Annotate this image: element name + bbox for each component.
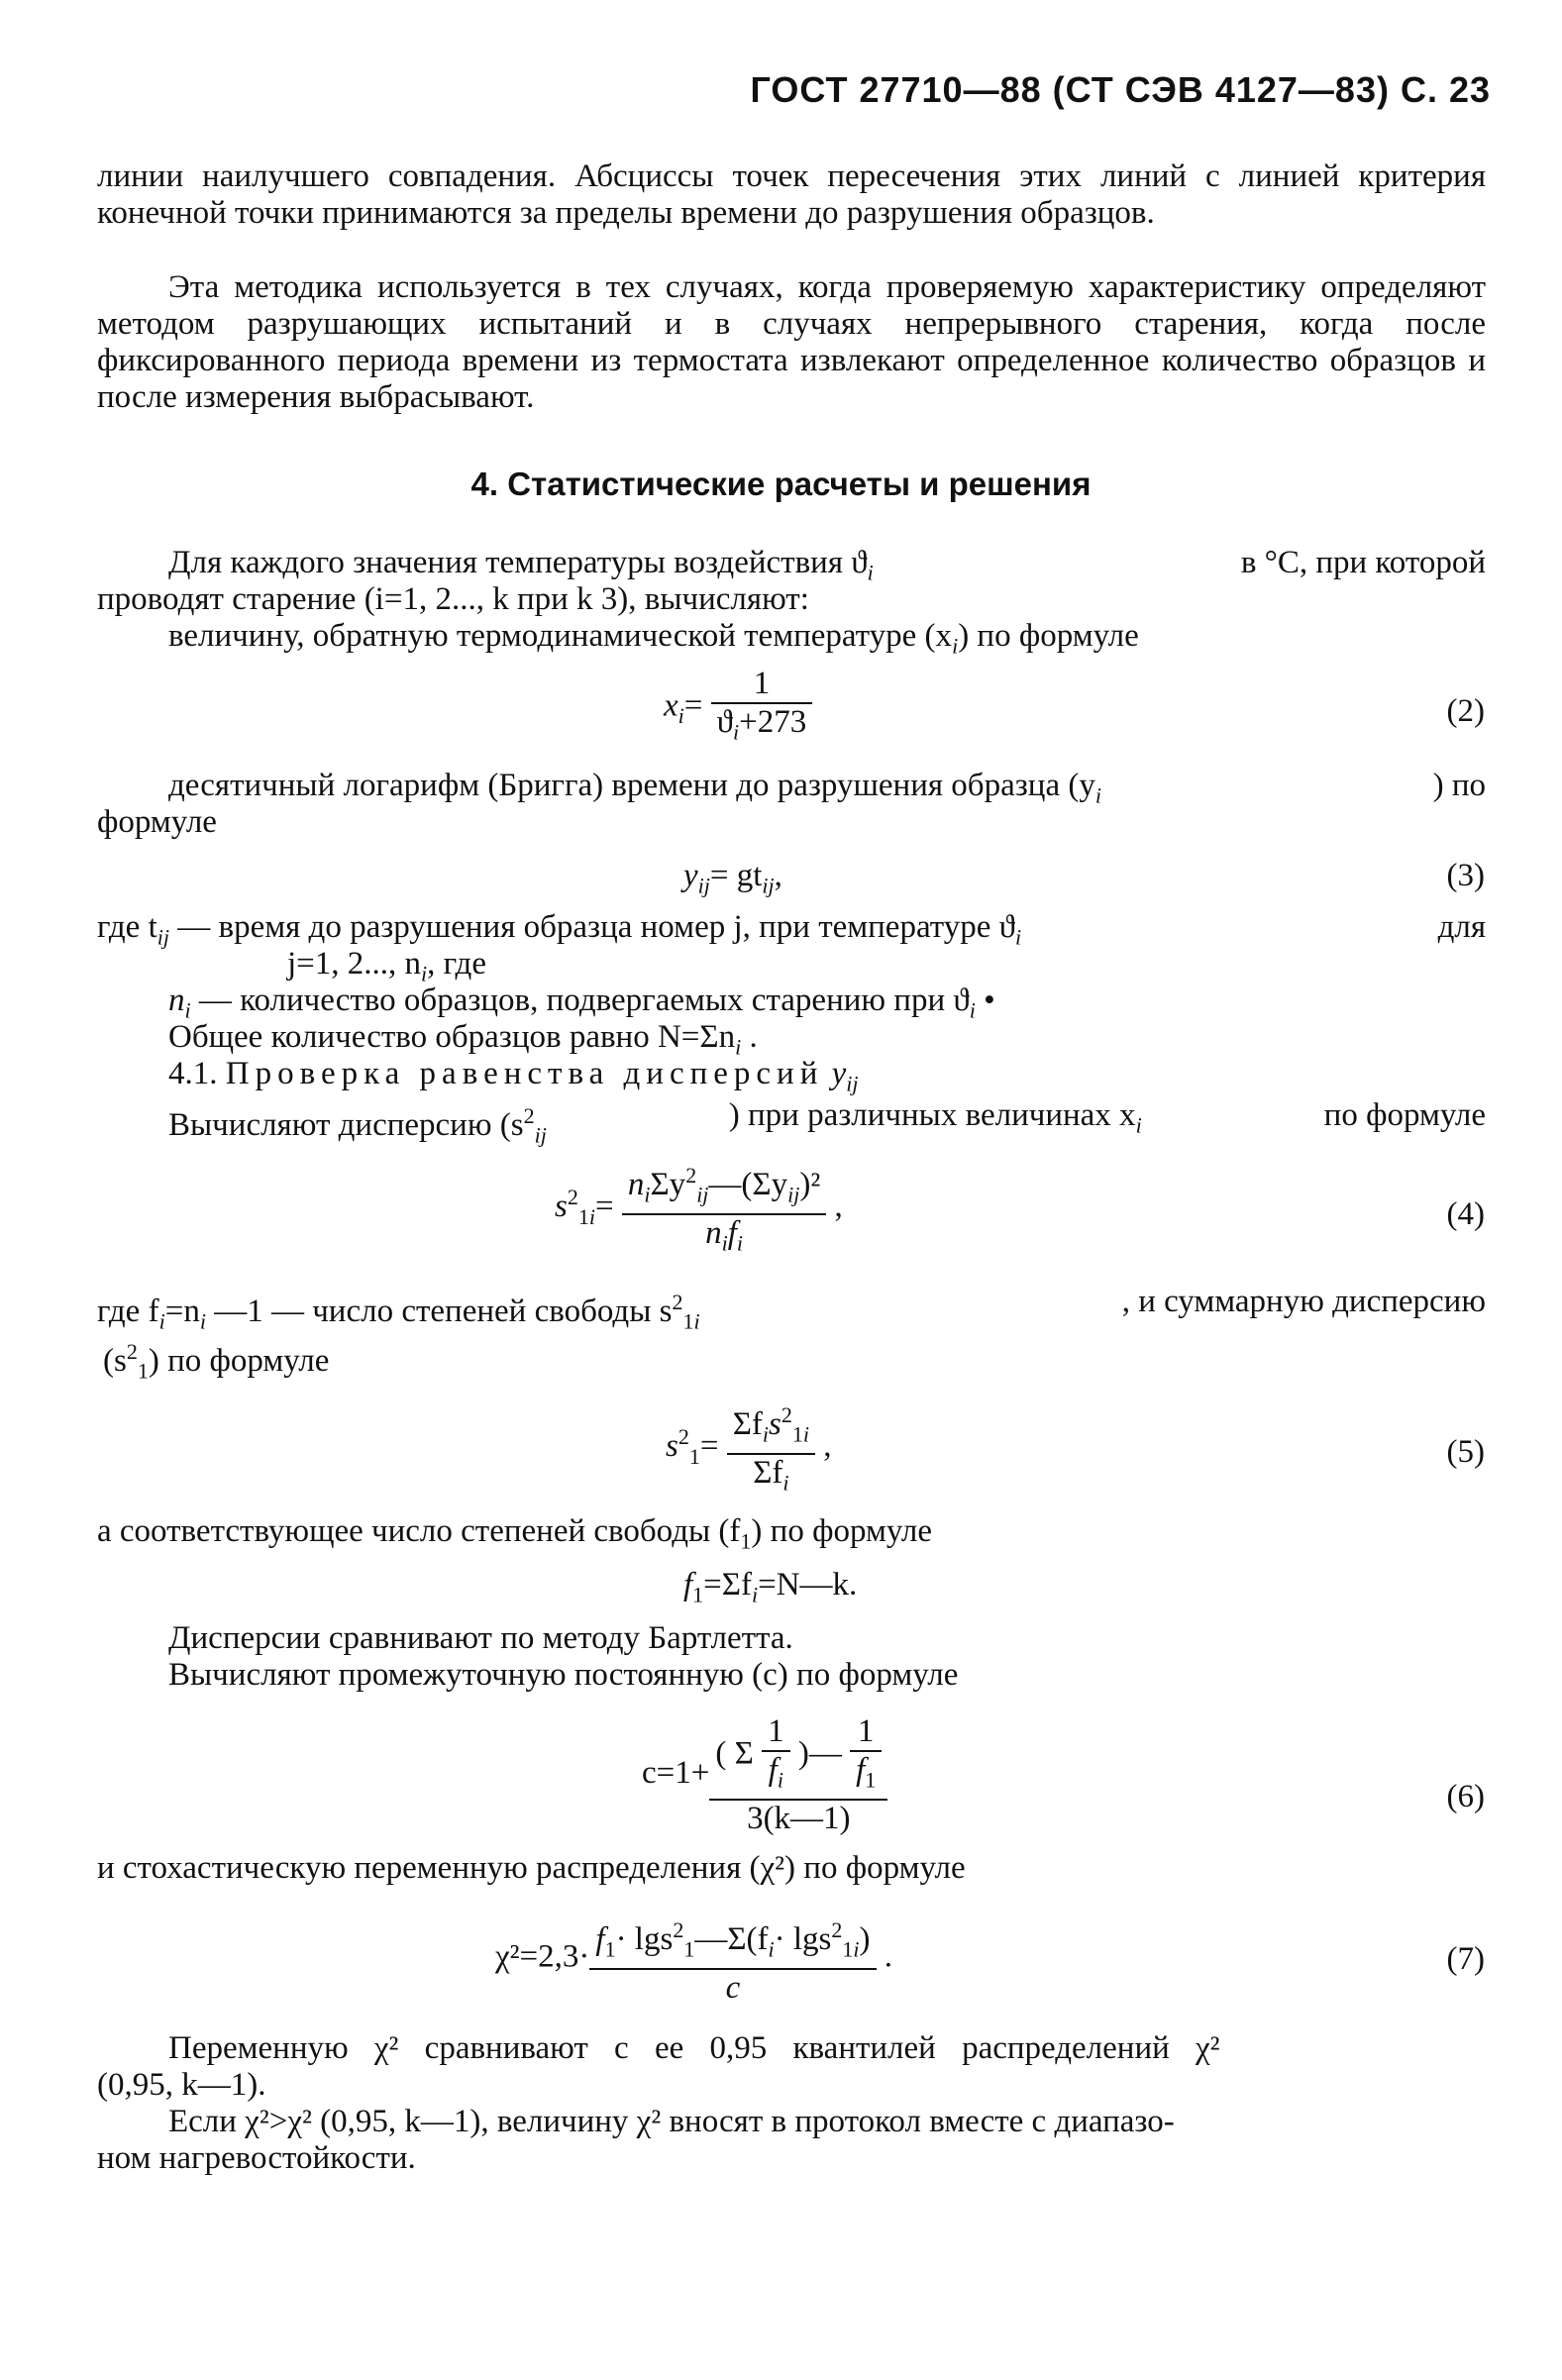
where-n-line: $n_i$ — количество образцов, подвергаемых старению при $ϑ_i$ • — [168, 983, 995, 1023]
equation-number-5: (5) — [1446, 1434, 1485, 1470]
dof-line: а соответствующее число степеней свободы $(f_1)$ по формуле — [97, 1513, 933, 1554]
formula-4: $s^2_{1i}=$ $\frac{n_i\Sigma y^2_{ij}—(\Sigma y_{ij})^2}{n_if_i}$ , — [555, 1157, 843, 1261]
log-line-1: десятичный логарифм (Бригга) времени до разрушения образца ($y_i$ ) по — [168, 768, 1486, 808]
paragraph-methodology: Эта методика используется в тех случаях, когда проверяемую характеристику определяют методом разрушающих испытаний и в случаях непрерывного старения, когда после фиксированного периода времени из термостата извлекают определенное количество образцов и после измерения выбрасывают. — [97, 269, 1486, 415]
intro-line-1: Для каждого значения температуры воздействия $ϑ_i$ в °С, при которой — [168, 545, 1486, 585]
where-t-line: где $t_{ij}$ — время до разрушения образца номер j, при температуре $ϑ_i$ для — [97, 909, 1486, 950]
s1-line: $(s^2_1)$ по формуле — [103, 1339, 330, 1384]
intro-line-2: проводят старение (i=1, 2..., k при k 3), вычисляют: — [97, 581, 809, 617]
f1-formula: $f_1=\Sigma f_i=N—k$. — [683, 1567, 858, 1607]
equation-number-6: (6) — [1446, 1779, 1485, 1814]
equation-number-4: (4) — [1446, 1196, 1485, 1232]
compare-line-1: Переменную χ² сравнивают с ее 0,95 квантилей распределений χ² — [168, 2030, 1220, 2066]
equation-number-3: (3) — [1446, 858, 1485, 893]
section-title: 4. Статистические расчеты и решения — [470, 466, 1092, 502]
page-header: ГОСТ 27710—88 (СТ СЭВ 4127—83) С. 23 — [750, 69, 1491, 110]
formula-2: $x_i=$ $\frac{1}{ϑ_i+273}$ — [664, 666, 812, 751]
formula-3: $y_{ij}= gt_{ij}$, — [683, 858, 782, 898]
log-line-2: формуле — [97, 804, 217, 840]
final-line-1: Если χ²>χ² (0,95, k—1), величину χ² вносят в протокол вместе с диапазо- — [168, 2104, 1175, 2139]
fi-line: где $f_i=n_i$ —1 — число степеней свободы $s^2_{1i}$ , и суммарную дисперсию — [97, 1284, 1486, 1334]
equation-number-7: (7) — [1446, 1941, 1485, 1977]
formula-6: c=1+ ( Σ $\frac{1}{f_i}$ )— $\frac{1}{f_1}$ 3(k—1) — [642, 1713, 887, 1837]
formula-5: $s^2_1=$ $\frac{\Sigma f_is^2_{1i}}{\Sigma f_i}$ , — [666, 1397, 832, 1500]
where-j-line: j=1, 2..., $n_i$, где — [287, 946, 486, 986]
paragraph-continuation: линии наилучшего совпадения. Абсциссы точек пересечения этих линий с линией критерия конечной точки принимаются за пределы времени до разрушения образцов. — [97, 158, 1486, 231]
equation-number-2: (2) — [1446, 693, 1485, 729]
subsection-4-1: 4.1. Проверка равенства дисперсий $y_{ij}$ — [168, 1056, 859, 1096]
const-line: Вычисляют промежуточную постоянную (c) по формуле — [168, 1657, 959, 1693]
variance-line: Вычисляют дисперсию ($s^2_{ij}$ ) при различных величинах $x_i$ по формуле — [168, 1097, 1486, 1148]
chi-line: и стохастическую переменную распределения (χ²) по формуле — [97, 1850, 966, 1886]
intro-line-3: величину, обратную термодинамической температуре $(x_i)$ по формуле — [168, 618, 1139, 659]
total-line: Общее количество образцов равно $N=\Sigma n_i$ . — [168, 1019, 758, 1060]
formula-7: χ²=2,3· $\frac{f_1\cdot \lg s^2_1—\Sigma(f_i\cdot \lg s^2_{1i})}{c}$ . — [495, 1917, 892, 2006]
compare-line-2: (0,95, k—1). — [97, 2067, 266, 2103]
final-line-2: ном нагревостойкости. — [97, 2140, 416, 2176]
bartlett-line: Дисперсии сравнивают по методу Бартлетта. — [168, 1620, 793, 1656]
